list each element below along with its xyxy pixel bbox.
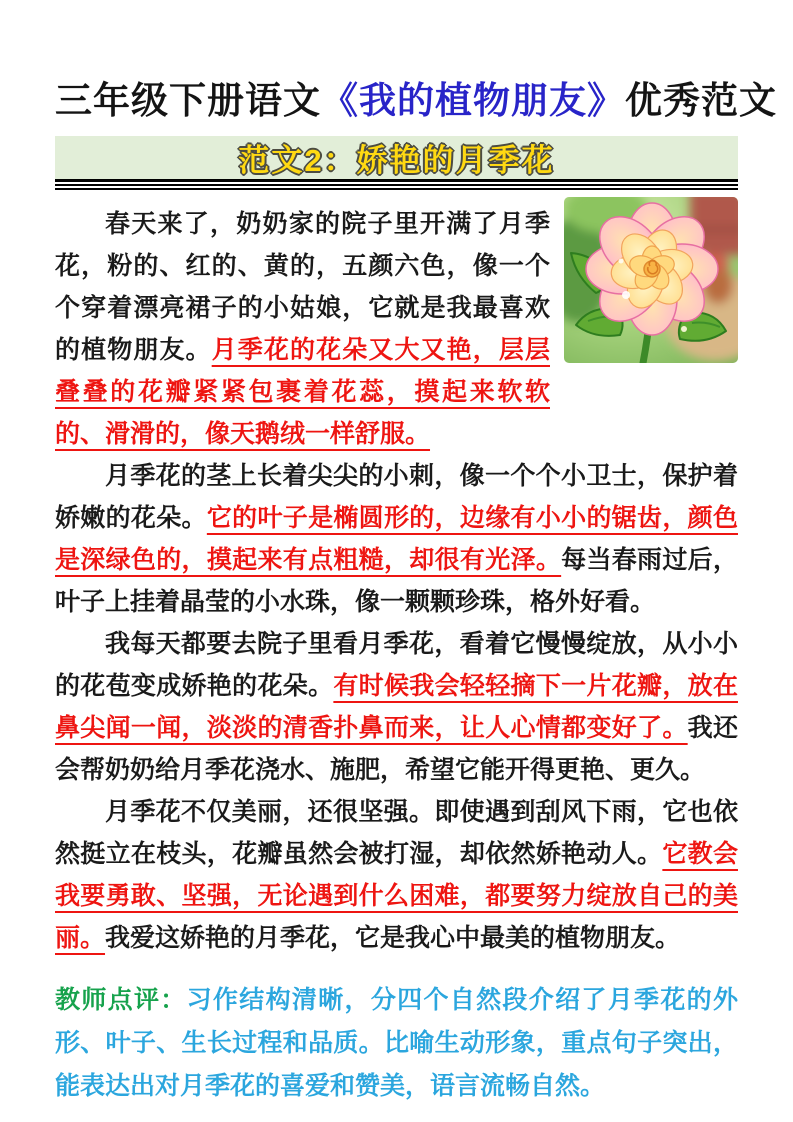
essay-body <box>55 203 738 959</box>
title-part-1: 三年级下册语文 <box>55 80 321 121</box>
essay-text-segment: 我还会帮奶奶给月季花浇水、施肥，希望它能开得更艳、更久。 <box>55 714 738 784</box>
essay-paragraph-1 <box>55 203 738 455</box>
essay-paragraph-3 <box>55 623 738 791</box>
essay-text-segment: 我每天都要去院子里看月季花，看着它慢慢绽放，从小小的花苞变成娇艳的花朵。 <box>55 630 738 700</box>
rose-illustration <box>564 197 738 363</box>
essay-text-segment: 春天来了，奶奶家的院子里开满了月季花，粉的、红的、黄的，五颜六色，像一个个穿着漂亮裙子的小姑娘，它就是我最喜欢的植物朋友。 <box>55 210 550 364</box>
essay-text-segment: 每当春雨过后，叶子上挂着晶莹的小水珠，像一颗颗珍珠，格外好看。 <box>55 546 738 616</box>
essay-text-segment: 我爱这娇艳的月季花，它是我心中最美的植物朋友。 <box>105 924 681 952</box>
teacher-comment-label: 教师点评： <box>55 986 187 1014</box>
essay-paragraph-4 <box>55 791 738 959</box>
essay-highlight-segment: 有时候我会轻轻摘下一片花瓣，放在鼻尖闻一闻，淡淡的清香扑鼻而来，让人心情都变好了。 <box>55 672 738 742</box>
essay-text-segment: 月季花不仅美丽，还很坚强。即使遇到刮风下雨，它也依然挺立在枝头，花瓣虽然会被打湿，却依然娇艳动人。 <box>55 798 738 868</box>
essay-highlight-segment: 月季花的花朵又大又艳，层层叠叠的花瓣紧紧包裹着花蕊，摸起来软软的、滑滑的，像天鹅绒一样舒服。 <box>55 336 550 448</box>
page-title <box>55 70 777 124</box>
banner-label: 范文2：娇艳的月季花 <box>238 143 555 178</box>
teacher-comment-text: 习作结构清晰，分四个自然段介绍了月季花的外形、叶子、生长过程和品质。比喻生动形象，重点句子突出，能表达出对月季花的喜爱和赞美，语言流畅自然。 <box>55 986 738 1100</box>
teacher-comment <box>55 979 738 1108</box>
section-banner <box>55 136 738 179</box>
essay-paragraph-2 <box>55 455 738 623</box>
essay-highlight-segment: 它的叶子是椭圆形的，边缘有小小的锯齿，颜色是深绿色的，摸起来有点粗糙，却很有光泽。 <box>55 504 738 574</box>
title-part-2: 优秀范文 <box>625 80 777 121</box>
rose-photo <box>564 197 738 363</box>
essay-highlight-segment: 它教会我要勇敢、坚强，无论遇到什么困难，都要努力绽放自己的美丽。 <box>55 840 738 952</box>
title-book-name: 《我的植物朋友》 <box>321 80 625 121</box>
essay-text-segment: 月季花的茎上长着尖尖的小刺，像一个个小卫士，保护着娇嫩的花朵。 <box>55 462 738 532</box>
separator-triple-line <box>55 179 738 190</box>
